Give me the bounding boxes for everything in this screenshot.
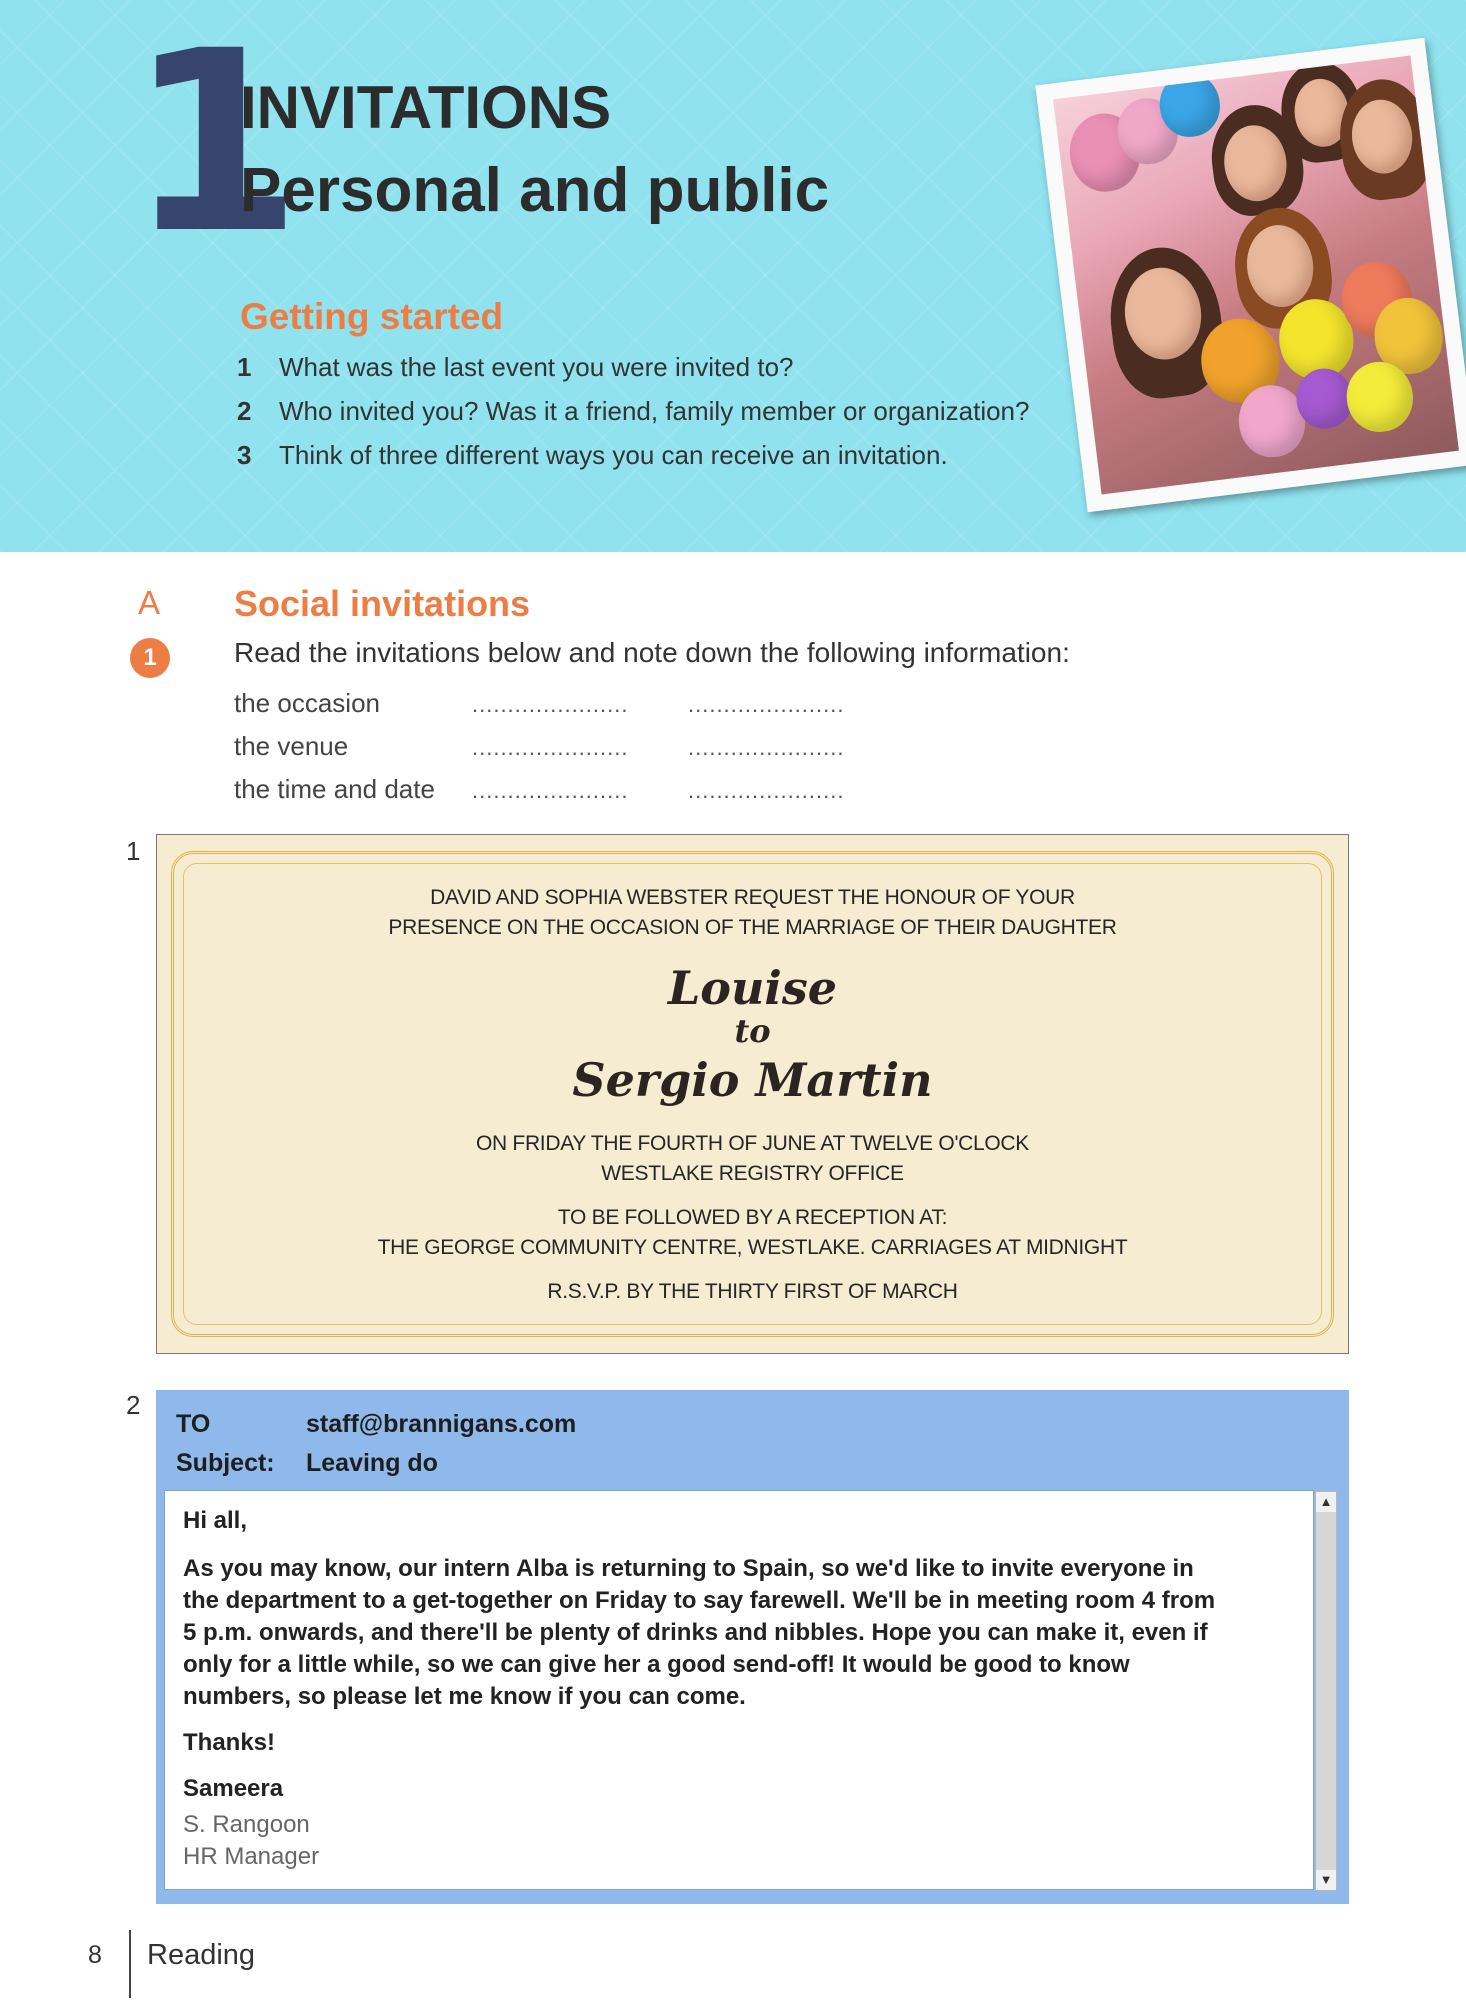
footer-section-label: Reading xyxy=(147,1939,256,1971)
question-text: Think of three different ways you can receive an invitation. xyxy=(279,440,948,470)
footer-divider xyxy=(129,1930,131,1998)
invitation-line: PRESENCE ON THE OCCASION OF THE MARRIAGE OF THEIR DAUGHTER xyxy=(388,916,1117,939)
email-body-line: only for a little while, so we can give her a good send-off! It would be good to know xyxy=(183,1651,1130,1678)
question-number: 3 xyxy=(237,440,252,470)
section-letter: A xyxy=(138,584,161,621)
unit-number: 1 xyxy=(128,0,296,288)
email-greeting: Hi all, xyxy=(183,1507,248,1534)
email-sender-name: Sameera xyxy=(183,1775,284,1802)
page-number: 8 xyxy=(88,1941,102,1969)
info-label-time-date: the time and date xyxy=(234,774,435,804)
exercise-instruction: Read the invitations below and note down the following information: xyxy=(234,637,1070,668)
answer-blank[interactable]: ...................... xyxy=(472,692,629,717)
question-number: 1 xyxy=(237,352,252,382)
email-body-line: the department to a get-together on Friday to say farewell. We'll be in meeting room 4 from xyxy=(183,1587,1216,1614)
email-subject-field[interactable]: Leaving do xyxy=(306,1449,438,1477)
invitation-venue: WESTLAKE REGISTRY OFFICE xyxy=(601,1162,904,1185)
answer-blank[interactable]: ...................... xyxy=(472,735,629,760)
email-sender-title: HR Manager xyxy=(183,1843,320,1870)
exercise-number-badge: 1 xyxy=(130,638,170,678)
party-photo-image xyxy=(1053,56,1459,495)
email-to-label: TO xyxy=(176,1410,211,1438)
unit-subtitle: Personal and public xyxy=(240,156,830,225)
info-label-occasion: the occasion xyxy=(234,688,380,718)
answer-blank[interactable]: ...................... xyxy=(688,692,845,717)
scroll-up-icon[interactable]: ▲ xyxy=(1316,1492,1336,1512)
unit-title: INVITATIONS xyxy=(240,74,612,141)
invitation-to: to xyxy=(734,1012,771,1050)
section-title: Social invitations xyxy=(234,583,531,624)
email-body[interactable] xyxy=(164,1490,1333,1890)
question-text: What was the last event you were invited to? xyxy=(279,352,794,382)
question-text: Who invited you? Was it a friend, family member or organization? xyxy=(279,396,1030,426)
invitation-line: DAVID AND SOPHIA WEBSTER REQUEST THE HONOUR OF YOUR xyxy=(430,886,1075,909)
email-body-line: numbers, so please let me know if you can come. xyxy=(183,1683,746,1710)
scroll-down-icon[interactable]: ▼ xyxy=(1316,1870,1336,1890)
answer-blank[interactable]: ...................... xyxy=(688,778,845,803)
item-number: 1 xyxy=(126,836,141,866)
invitation-date-time: ON FRIDAY THE FOURTH OF JUNE AT TWELVE O'CLOCK xyxy=(475,1132,1030,1155)
groom-name: Sergio Martin xyxy=(572,1053,933,1107)
getting-started-heading: Getting started xyxy=(240,296,504,337)
email-subject-label: Subject: xyxy=(176,1449,275,1477)
email-body-line: 5 p.m. onwards, and there'll be plenty of drinks and nibbles. Hope you can make it, even if xyxy=(183,1619,1208,1646)
answer-blank[interactable]: ...................... xyxy=(472,778,629,803)
info-label-venue: the venue xyxy=(234,731,349,761)
answer-blank[interactable]: ...................... xyxy=(688,735,845,760)
question-item xyxy=(237,354,794,380)
question-item xyxy=(237,442,948,468)
invitation-reception-intro: TO BE FOLLOWED BY A RECEPTION AT: xyxy=(557,1206,948,1229)
email-scrollbar[interactable] xyxy=(1315,1491,1337,1891)
question-item xyxy=(237,398,1029,424)
email-window xyxy=(156,1390,1349,1904)
invitation-rsvp: R.S.V.P. BY THE THIRTY FIRST OF MARCH xyxy=(547,1280,958,1303)
email-body-line: As you may know, our intern Alba is returning to Spain, so we'd like to invite everyone in xyxy=(183,1555,1194,1582)
item-number: 2 xyxy=(126,1390,141,1420)
invitation-reception-venue: THE GEORGE COMMUNITY CENTRE, WESTLAKE. CARRIAGES AT MIDNIGHT xyxy=(377,1236,1128,1259)
email-sender-full-name: S. Rangoon xyxy=(183,1811,310,1838)
bride-name: Louise xyxy=(667,961,838,1015)
party-photo xyxy=(1035,38,1466,513)
question-number: 2 xyxy=(237,396,252,426)
wedding-invitation-card xyxy=(156,834,1349,1354)
email-thanks: Thanks! xyxy=(183,1729,276,1756)
email-to-field[interactable]: staff@brannigans.com xyxy=(306,1410,577,1438)
